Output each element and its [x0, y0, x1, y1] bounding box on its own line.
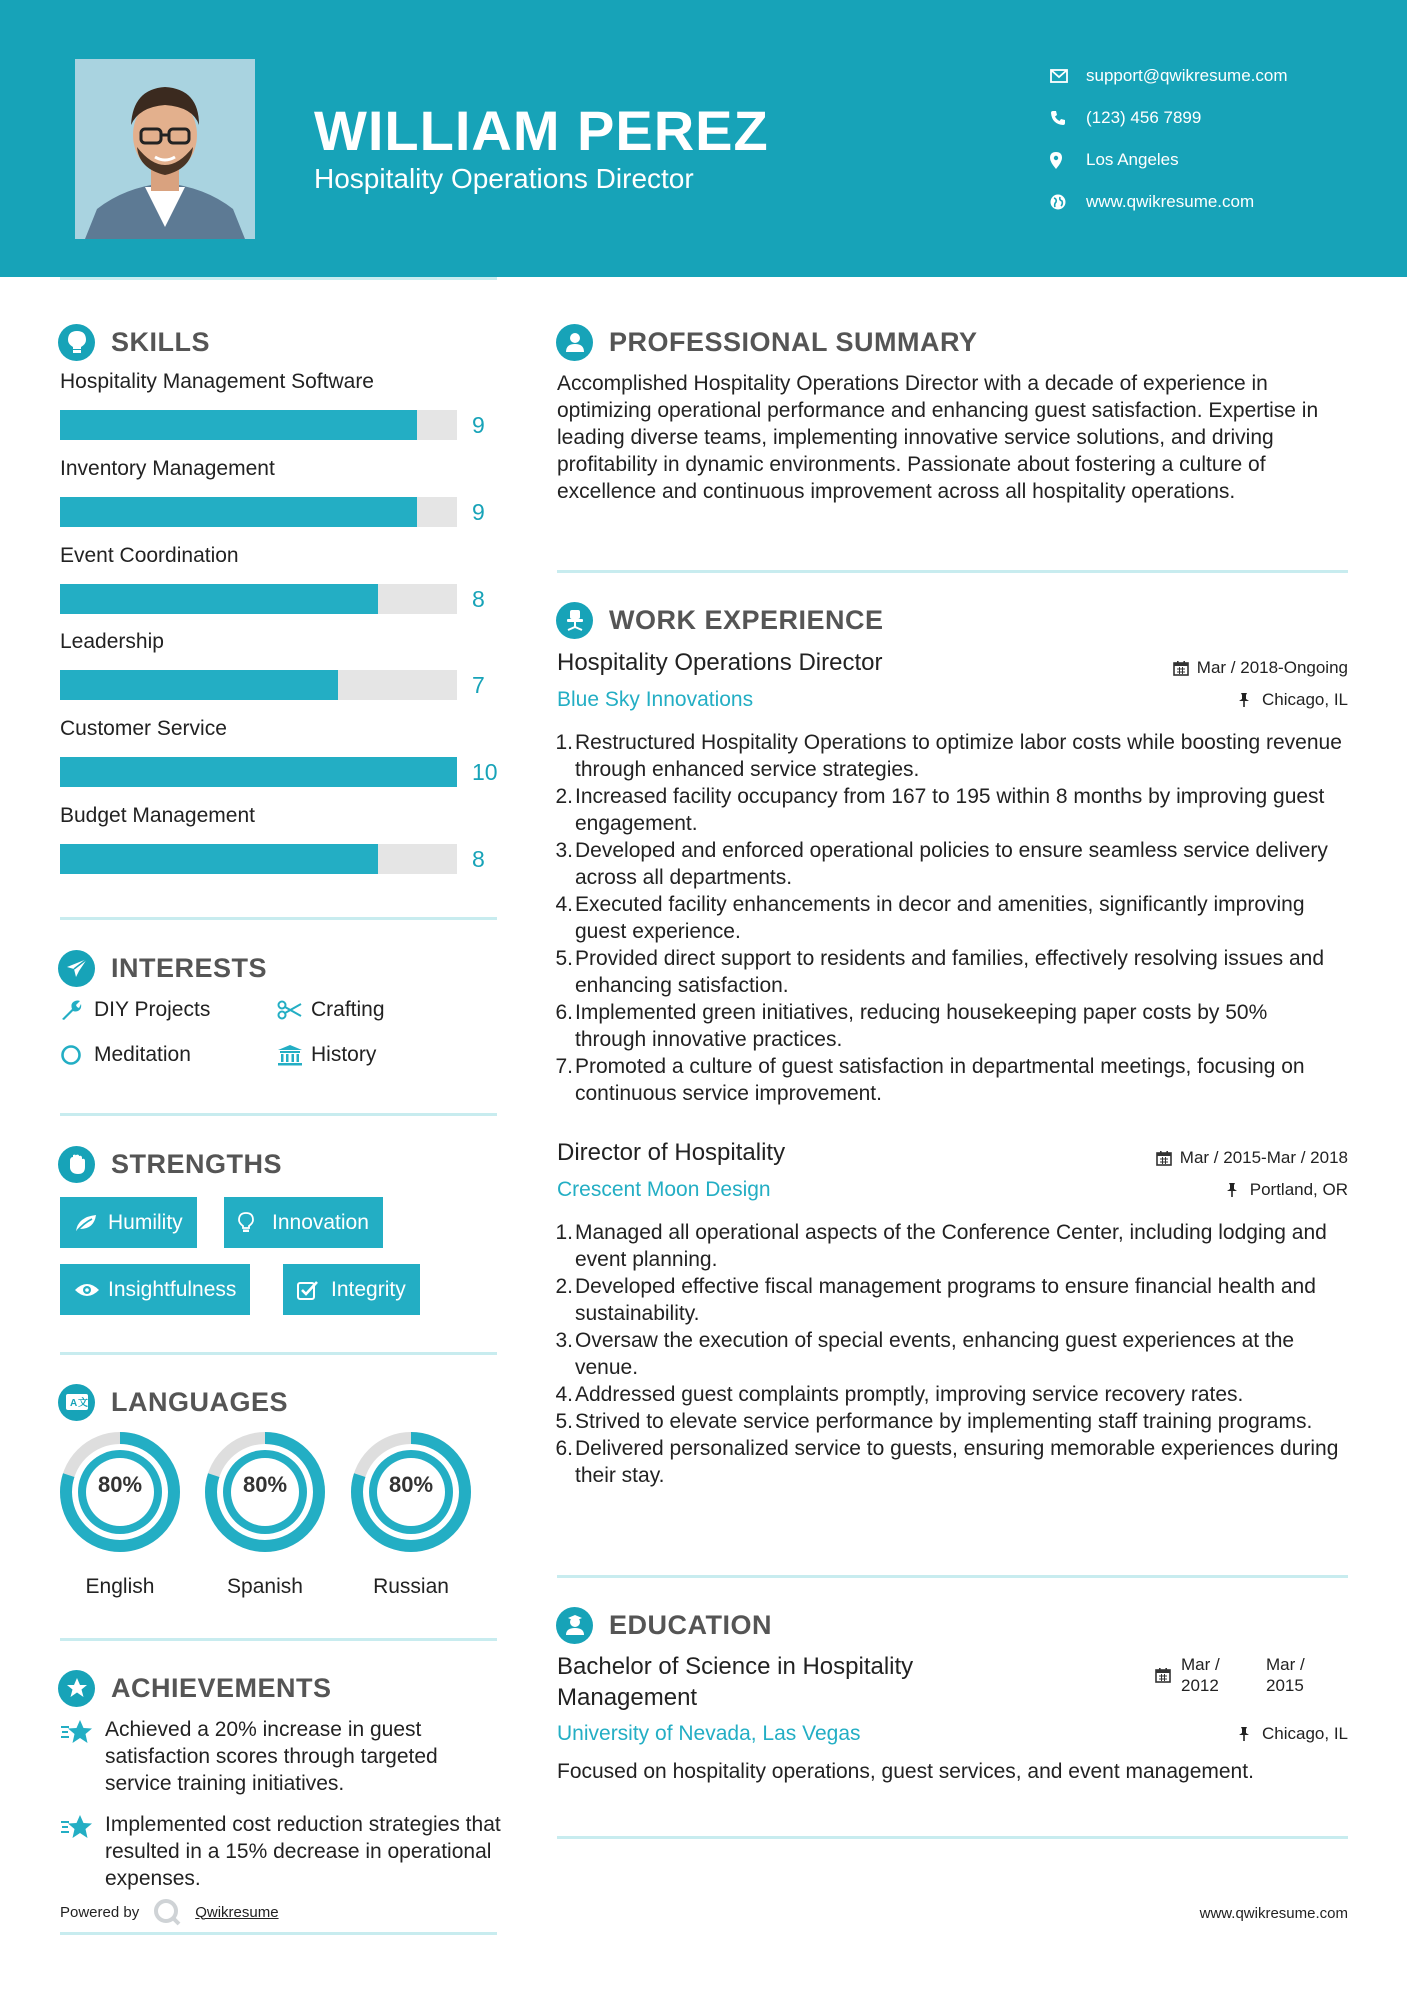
- checkbox-icon: [297, 1278, 331, 1302]
- language-item: [349, 1430, 473, 1598]
- contact-location: [1046, 139, 1376, 181]
- skill-bar-fill: [60, 670, 338, 700]
- education-title: EDUCATION: [609, 1609, 772, 1640]
- duty-text: Developed effective fiscal management programs to ensure financial health and sustainability.: [575, 1275, 1316, 1325]
- duty-text: Delivered personalized service to guests, ensuring memorable experiences during their stay.: [575, 1437, 1339, 1487]
- section-divider: [60, 1932, 497, 1935]
- job-company: Blue Sky Innovations: [557, 688, 754, 711]
- pushpin-icon: [1238, 691, 1262, 709]
- interest-label: Crafting: [311, 998, 385, 1021]
- achievements-list: [60, 1716, 500, 1896]
- achievements-heading: [58, 1668, 332, 1708]
- skill-item: [60, 370, 500, 438]
- paper-plane-icon: [58, 950, 95, 987]
- skill-bar: [60, 584, 457, 614]
- section-divider: [557, 1836, 1348, 1839]
- skill-bar: [60, 497, 457, 527]
- duty-item: 7. Promoted a culture of guest satisfaction in departmental meetings, focusing on continuous service improvement.: [555, 1055, 1305, 1105]
- office-chair-icon: [556, 602, 593, 639]
- skill-level: 9: [472, 499, 485, 525]
- achievement-text: Achieved a 20% increase in guest satisfaction scores through targeted service training initiatives.: [105, 1718, 438, 1795]
- duty-text: Promoted a culture of guest satisfaction in departmental meetings, focusing on continuous service improvement.: [575, 1055, 1305, 1105]
- calendar-icon: [1173, 659, 1197, 677]
- interest-item: [277, 1041, 376, 1069]
- profile-photo: [75, 59, 255, 239]
- duty-item: 1. Restructured Hospitality Operations to optimize labor costs while boosting revenue through enhanced service strategies.: [555, 731, 1342, 781]
- skill-level: 7: [472, 672, 485, 698]
- translate-icon: [58, 1384, 95, 1421]
- skill-item: [60, 457, 500, 525]
- candidate-role: Hospitality Operations Director: [314, 163, 694, 194]
- contact-list: [1046, 55, 1376, 223]
- circle-icon: [60, 1041, 94, 1069]
- achievements-title: ACHIEVEMENTS: [111, 1672, 332, 1703]
- calendar-icon: [1156, 1149, 1180, 1167]
- duty-item: 5. Strived to elevate service performance by implementing staff training programs.: [555, 1410, 1313, 1433]
- duty-item: 1. Managed all operational aspects of the Conference Center, including lodging and event planning.: [555, 1221, 1327, 1271]
- lightbulb-icon: [238, 1211, 272, 1235]
- skill-item: [60, 717, 500, 785]
- duty-text: Strived to elevate service performance by implementing staff training programs.: [575, 1410, 1313, 1433]
- lightbulb-icon: [58, 324, 95, 361]
- strength-chip: [60, 1197, 197, 1248]
- wrench-icon: [60, 996, 94, 1024]
- resume-header: [0, 0, 1407, 277]
- duty-text: Implemented green initiatives, reducing housekeeping paper costs by 50% through innovative practices.: [575, 1001, 1268, 1051]
- education-description: Focused on hospitality operations, guest services, and event management.: [557, 1760, 1254, 1783]
- duty-item: 5. Provided direct support to residents and families, effectively resolving issues and enhancing satisfaction.: [555, 947, 1324, 997]
- job-dates: [1000, 1148, 1348, 1168]
- skills-list: [60, 370, 500, 880]
- summary-text: Accomplished Hospitality Operations Director with a decade of experience in optimizing operational performance and enhancing guest satisfaction. Expertise in leading diverse teams, implementing innovative service solutions, and driving profitability in dynamic environments. Passionate about fostering a culture of excellence and continuous improvement across all hospitality operations.: [557, 372, 1319, 503]
- skill-name: Hospitality Management Software: [60, 370, 374, 393]
- job-location-text: Chicago, IL: [1262, 690, 1348, 709]
- powered-by: [60, 1897, 279, 1927]
- duty-text: Managed all operational aspects of the Conference Center, including lodging and event planning.: [575, 1221, 1327, 1271]
- skill-item: [60, 630, 500, 698]
- scissors-icon: [277, 996, 311, 1024]
- qwikresume-link[interactable]: Qwikresume: [195, 1903, 279, 1921]
- job-duties: [557, 1219, 1343, 1489]
- duty-item: 6. Implemented green initiatives, reducing housekeeping paper costs by 50% through innovative practices.: [555, 1001, 1268, 1051]
- duty-item: 6. Delivered personalized service to guests, ensuring memorable experiences during their stay.: [555, 1437, 1339, 1487]
- section-divider: [557, 570, 1348, 573]
- email-text[interactable]: support@qwikresume.com: [1086, 66, 1288, 85]
- interest-item: [60, 996, 210, 1024]
- summary-title: PROFESSIONAL SUMMARY: [609, 326, 978, 357]
- interest-label: DIY Projects: [94, 998, 211, 1021]
- globe-icon: [1046, 191, 1086, 213]
- section-divider: [60, 1638, 497, 1641]
- map-pin-icon: [1046, 149, 1086, 171]
- skill-bar: [60, 410, 457, 440]
- duty-text: Increased facility occupancy from 167 to 195 within 8 months by improving guest engagement.: [575, 785, 1325, 835]
- envelope-icon: [1046, 65, 1086, 87]
- skill-level: 10: [472, 759, 498, 785]
- skill-name: Inventory Management: [60, 457, 275, 480]
- strength-chip: [283, 1264, 420, 1315]
- skill-item: [60, 804, 500, 872]
- degree-title: Bachelor of Science in Hospitality Management: [557, 1653, 914, 1711]
- skill-bar: [60, 757, 457, 787]
- qwikresume-logo-icon: [139, 1897, 195, 1927]
- language-percent: 80%: [242, 1472, 288, 1497]
- duty-text: Restructured Hospitality Operations to optimize labor costs while boosting revenue through enhanced service strategies.: [575, 731, 1342, 781]
- skills-heading: [58, 322, 210, 362]
- languages-title: LANGUAGES: [111, 1386, 289, 1417]
- header-divider-left: [60, 277, 497, 280]
- section-divider: [557, 1575, 1348, 1578]
- section-divider: [60, 1352, 497, 1355]
- skill-name: Budget Management: [60, 804, 255, 827]
- strength-label: Integrity: [331, 1277, 406, 1301]
- duty-text: Oversaw the execution of special events, enhancing guest experiences at the venue.: [575, 1329, 1295, 1379]
- job-title: Hospitality Operations Director: [557, 649, 883, 676]
- pushpin-icon: [1238, 1725, 1262, 1743]
- interest-item: [60, 1041, 191, 1069]
- skill-bar-fill: [60, 844, 378, 874]
- duty-item: 2. Increased facility occupancy from 167 to 195 within 8 months by improving guest engagement.: [555, 785, 1325, 835]
- duty-item: 4. Addressed guest complaints promptly, improving service recovery rates.: [555, 1383, 1244, 1406]
- skill-bar-fill: [60, 497, 417, 527]
- duty-item: 2. Developed effective fiscal management programs to ensure financial health and sustainability.: [555, 1275, 1316, 1325]
- language-name: English: [85, 1575, 155, 1598]
- duty-item: 3. Developed and enforced operational policies to ensure seamless service delivery across all departments.: [555, 839, 1328, 889]
- duty-item: 3. Oversaw the execution of special events, enhancing guest experiences at the venue.: [555, 1329, 1295, 1379]
- job-location: [1000, 690, 1348, 710]
- job-duties: [557, 729, 1343, 1107]
- fist-icon: [58, 1146, 95, 1183]
- skill-name: Customer Service: [60, 717, 227, 740]
- skill-name: Leadership: [60, 630, 164, 653]
- job-company: Crescent Moon Design: [557, 1178, 771, 1201]
- strength-chip: [60, 1264, 250, 1315]
- work-heading: [556, 600, 884, 640]
- job-location-text: Portland, OR: [1249, 1180, 1348, 1199]
- duty-text: Developed and enforced operational policies to ensure seamless service delivery across all departments.: [575, 839, 1328, 889]
- star-icon: [60, 1718, 94, 1748]
- location-text: Los Angeles: [1086, 150, 1179, 169]
- duty-text: Addressed guest complaints promptly, improving service recovery rates.: [575, 1383, 1244, 1406]
- interest-label: Meditation: [94, 1043, 191, 1066]
- star-icon: [60, 1813, 94, 1843]
- user-icon: [556, 324, 593, 361]
- skill-level: 9: [472, 412, 485, 438]
- section-divider: [60, 1113, 497, 1116]
- website-text[interactable]: www.qwikresume.com: [1086, 192, 1255, 211]
- language-item: [58, 1430, 182, 1598]
- section-divider: [60, 917, 497, 920]
- skill-bar-fill: [60, 410, 417, 440]
- language-name: Spanish: [227, 1575, 303, 1598]
- achievement-text: Implemented cost reduction strategies that resulted in a 15% decrease in operational expenses.: [105, 1813, 501, 1890]
- duty-text: Provided direct support to residents and families, effectively resolving issues and enhancing satisfaction.: [575, 947, 1324, 997]
- candidate-name: WILLIAM PEREZ: [314, 99, 769, 162]
- skill-level: 8: [472, 846, 485, 872]
- strength-chip: [224, 1197, 383, 1248]
- job-dates: [1000, 658, 1348, 678]
- calendar-icon: [1155, 1667, 1177, 1687]
- skill-bar-fill: [60, 584, 378, 614]
- skill-level: 8: [472, 586, 485, 612]
- education-end-month: Mar /: [1266, 1655, 1305, 1674]
- education-location: [1000, 1724, 1348, 1744]
- language-item: [203, 1430, 327, 1598]
- education-heading: [556, 1605, 772, 1645]
- duty-item: 4. Executed facility enhancements in decor and amenities, significantly improving guest experience.: [555, 893, 1305, 943]
- job-dates-text: Mar / 2018-Ongoing: [1196, 658, 1348, 677]
- language-name: Russian: [373, 1575, 449, 1598]
- skill-name: Event Coordination: [60, 544, 239, 567]
- phone-icon: [1046, 107, 1086, 129]
- pushpin-icon: [1226, 1181, 1250, 1199]
- summary-heading: [556, 322, 978, 362]
- powered-by-label: Powered by: [60, 1903, 140, 1921]
- school-name: University of Nevada, Las Vegas: [557, 1722, 861, 1745]
- footer-website[interactable]: www.qwikresume.com: [1199, 1905, 1348, 1922]
- eye-icon: [74, 1278, 108, 1302]
- skill-bar-fill: [60, 757, 457, 787]
- language-percent: 80%: [388, 1472, 434, 1497]
- education-location-text: Chicago, IL: [1262, 1724, 1348, 1743]
- strengths-title: STRENGTHS: [111, 1148, 283, 1179]
- job-location: [1000, 1180, 1348, 1200]
- interest-item: [277, 996, 385, 1024]
- education-start: [1181, 1654, 1220, 1696]
- skills-title: SKILLS: [111, 326, 211, 357]
- strength-label: Insightfulness: [108, 1277, 237, 1301]
- leaf-icon: [74, 1211, 108, 1235]
- contact-email: [1046, 55, 1376, 97]
- svg-text:A: A: [69, 1398, 77, 1409]
- education-end-year: 2015: [1266, 1676, 1304, 1695]
- interests-title: INTERESTS: [111, 952, 268, 983]
- job-dates-text: Mar / 2015-Mar / 2018: [1179, 1148, 1348, 1167]
- contact-website: [1046, 181, 1376, 223]
- phone-text: (123) 456 7899: [1086, 108, 1202, 127]
- star-badge-icon: [58, 1670, 95, 1707]
- languages-heading: [58, 1382, 288, 1422]
- education-start-year: 2012: [1181, 1676, 1219, 1695]
- work-title: WORK EXPERIENCE: [609, 604, 884, 635]
- strength-label: Humility: [108, 1210, 183, 1234]
- strength-label: Innovation: [272, 1210, 369, 1234]
- bank-icon: [277, 1041, 311, 1069]
- contact-phone: [1046, 97, 1376, 139]
- skill-bar: [60, 844, 457, 874]
- education-end: [1266, 1654, 1305, 1696]
- duty-text: Executed facility enhancements in decor and amenities, significantly improving guest experience.: [575, 893, 1305, 943]
- strengths-heading: [58, 1144, 282, 1184]
- svg-text:文: 文: [77, 1398, 88, 1409]
- skill-item: [60, 544, 500, 612]
- interests-heading: [58, 948, 267, 988]
- interest-label: History: [311, 1043, 377, 1066]
- skill-bar: [60, 670, 457, 700]
- graduate-icon: [556, 1607, 593, 1644]
- education-start-month: Mar /: [1181, 1655, 1220, 1674]
- language-percent: 80%: [97, 1472, 143, 1497]
- job-title: Director of Hospitality: [557, 1139, 786, 1166]
